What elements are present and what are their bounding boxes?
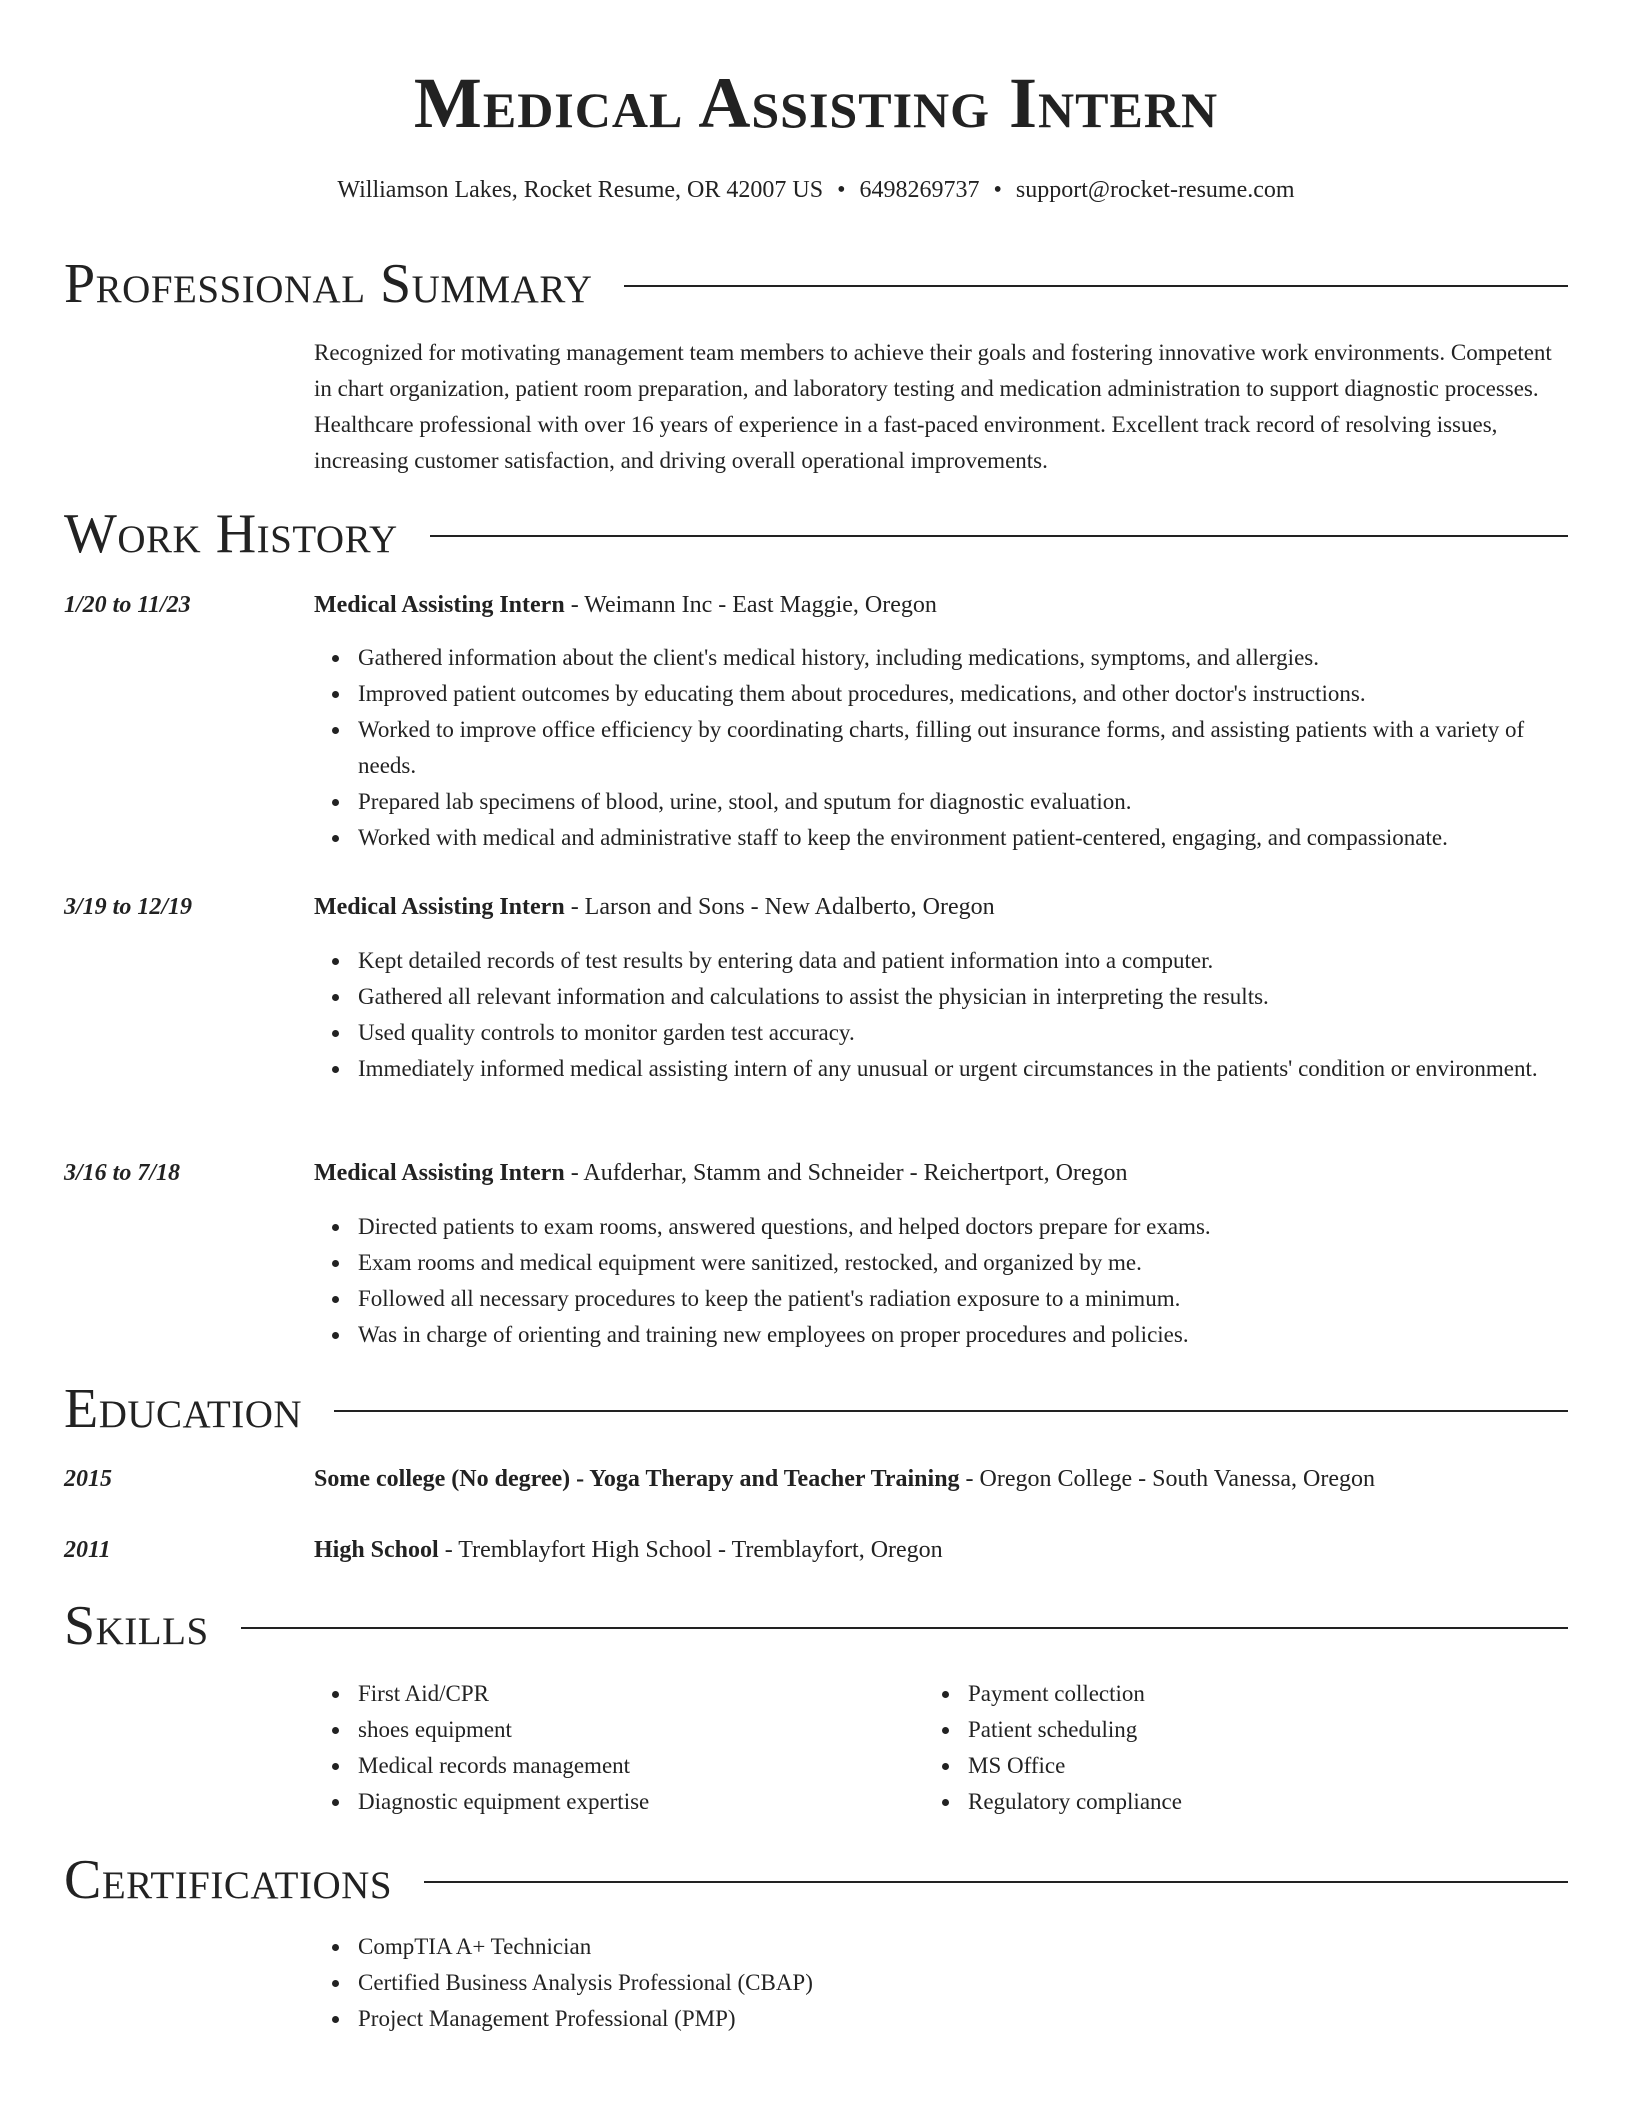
education-school-location: - Oregon College - South Vanessa, Oregon	[959, 1466, 1376, 1492]
education-degree: Some college (No degree) - Yoga Therapy and Teacher Training	[314, 1466, 960, 1492]
list-item: Was in charge of orienting and training new employees on proper procedures and policies.	[358, 1317, 1568, 1353]
section-title: Professional Summary	[64, 253, 593, 315]
list-item: Directed patients to exam rooms, answered questions, and helped doctors prepare for exams.	[358, 1209, 1568, 1245]
list-item: Immediately informed medical assisting intern of any unusual or urgent circumstances in the patients' condition or environment.	[358, 1051, 1568, 1087]
job-heading	[314, 1157, 1568, 1189]
skill-item: Medical records management	[358, 1748, 918, 1784]
skill-item: Diagnostic equipment expertise	[358, 1784, 918, 1820]
job-role: Medical Assisting Intern	[314, 1160, 565, 1186]
candidate-name: Medical Assisting Intern	[413, 63, 1219, 143]
job-bullets	[314, 640, 1568, 856]
education-heading	[314, 1463, 1568, 1495]
list-item: Kept detailed records of test results by entering data and patient information into a computer.	[358, 943, 1568, 979]
certification-item: Project Management Professional (PMP)	[358, 2001, 1568, 2037]
list-item: Prepared lab specimens of blood, urine, stool, and sputum for diagnostic evaluation.	[358, 784, 1568, 820]
job-heading	[314, 589, 1568, 621]
section-header-certifications	[64, 1848, 1568, 1912]
job-dates: 3/16 to 7/18	[64, 1160, 181, 1186]
skill-item: MS Office	[968, 1748, 1568, 1784]
list-item: Worked with medical and administrative staff to keep the environment patient-centered, engaging, and compassionate.	[358, 820, 1568, 856]
education-year: 2011	[64, 1537, 111, 1563]
skill-item: Patient scheduling	[968, 1712, 1568, 1748]
contact-line	[64, 174, 1568, 206]
section-divider	[241, 1627, 1568, 1629]
education-degree: High School	[314, 1537, 439, 1563]
section-title: Skills	[64, 1595, 209, 1657]
section-title: Education	[64, 1378, 303, 1440]
job-dates: 1/20 to 11/23	[64, 592, 191, 618]
skill-item: Payment collection	[968, 1676, 1568, 1712]
section-title: Certifications	[64, 1849, 393, 1911]
education-school-location: - Tremblayfort High School - Tremblayfort, Oregon	[438, 1537, 943, 1563]
section-divider	[430, 535, 1568, 537]
job-bullets	[314, 1209, 1568, 1353]
section-header-summary	[64, 252, 1568, 316]
list-item: Used quality controls to monitor garden test accuracy.	[358, 1015, 1568, 1051]
phone: 6498269737	[859, 177, 980, 203]
job-employer-location: - Weimann Inc - East Maggie, Oregon	[564, 592, 937, 618]
job-role: Medical Assisting Intern	[314, 894, 565, 920]
education-year: 2015	[64, 1466, 112, 1492]
section-title: Work History	[64, 503, 398, 565]
job-employer-location: - Aufderhar, Stamm and Schneider - Reichertport, Oregon	[564, 1160, 1128, 1186]
skill-item: First Aid/CPR	[358, 1676, 918, 1712]
skill-item: shoes equipment	[358, 1712, 918, 1748]
list-item: Gathered all relevant information and calculations to assist the physician in interpreting the results.	[358, 979, 1568, 1015]
education-heading	[314, 1534, 1568, 1566]
skills-list-right	[924, 1676, 1568, 1820]
certification-item: Certified Business Analysis Professional (CBAP)	[358, 1965, 1568, 2001]
list-item: Worked to improve office efficiency by coordinating charts, filling out insurance forms, and assisting patients with a variety of needs.	[358, 712, 1568, 784]
contact-separator: •	[993, 177, 1002, 203]
summary-text: Recognized for motivating management team members to achieve their goals and fostering innovative work environments. Competent in chart organization, patient room preparation, and laboratory testing and medication administration to support diagnostic processes. Healthcare professional with over 16 years of experience in a fast-paced environment. Excellent track record of resolving issues, increasing customer satisfaction, and driving overall operational improvements.	[314, 340, 1552, 473]
list-item: Followed all necessary procedures to keep the patient's radiation exposure to a minimum.	[358, 1281, 1568, 1317]
section-header-education	[64, 1377, 1568, 1441]
job-heading	[314, 891, 1568, 923]
section-divider	[424, 1881, 1568, 1883]
section-divider	[334, 1410, 1568, 1412]
skills-list-left	[314, 1676, 918, 1820]
list-item: Gathered information about the client's medical history, including medications, symptoms, and allergies.	[358, 640, 1568, 676]
certifications-list	[314, 1929, 1568, 2037]
job-dates: 3/19 to 12/19	[64, 894, 193, 920]
section-header-skills	[64, 1594, 1568, 1658]
list-item: Exam rooms and medical equipment were sanitized, restocked, and organized by me.	[358, 1245, 1568, 1281]
job-employer-location: - Larson and Sons - New Adalberto, Oregon	[564, 894, 995, 920]
section-divider	[624, 285, 1568, 287]
skill-item: Regulatory compliance	[968, 1784, 1568, 1820]
address: Williamson Lakes, Rocket Resume, OR 42007 US	[337, 177, 824, 203]
job-bullets	[314, 943, 1568, 1087]
section-header-work-history	[64, 502, 1568, 566]
contact-separator: •	[837, 177, 846, 203]
job-role: Medical Assisting Intern	[314, 592, 565, 618]
email: support@rocket-resume.com	[1015, 177, 1295, 203]
list-item: Improved patient outcomes by educating them about procedures, medications, and other doctor's instructions.	[358, 676, 1568, 712]
certification-item: CompTIA A+ Technician	[358, 1929, 1568, 1965]
